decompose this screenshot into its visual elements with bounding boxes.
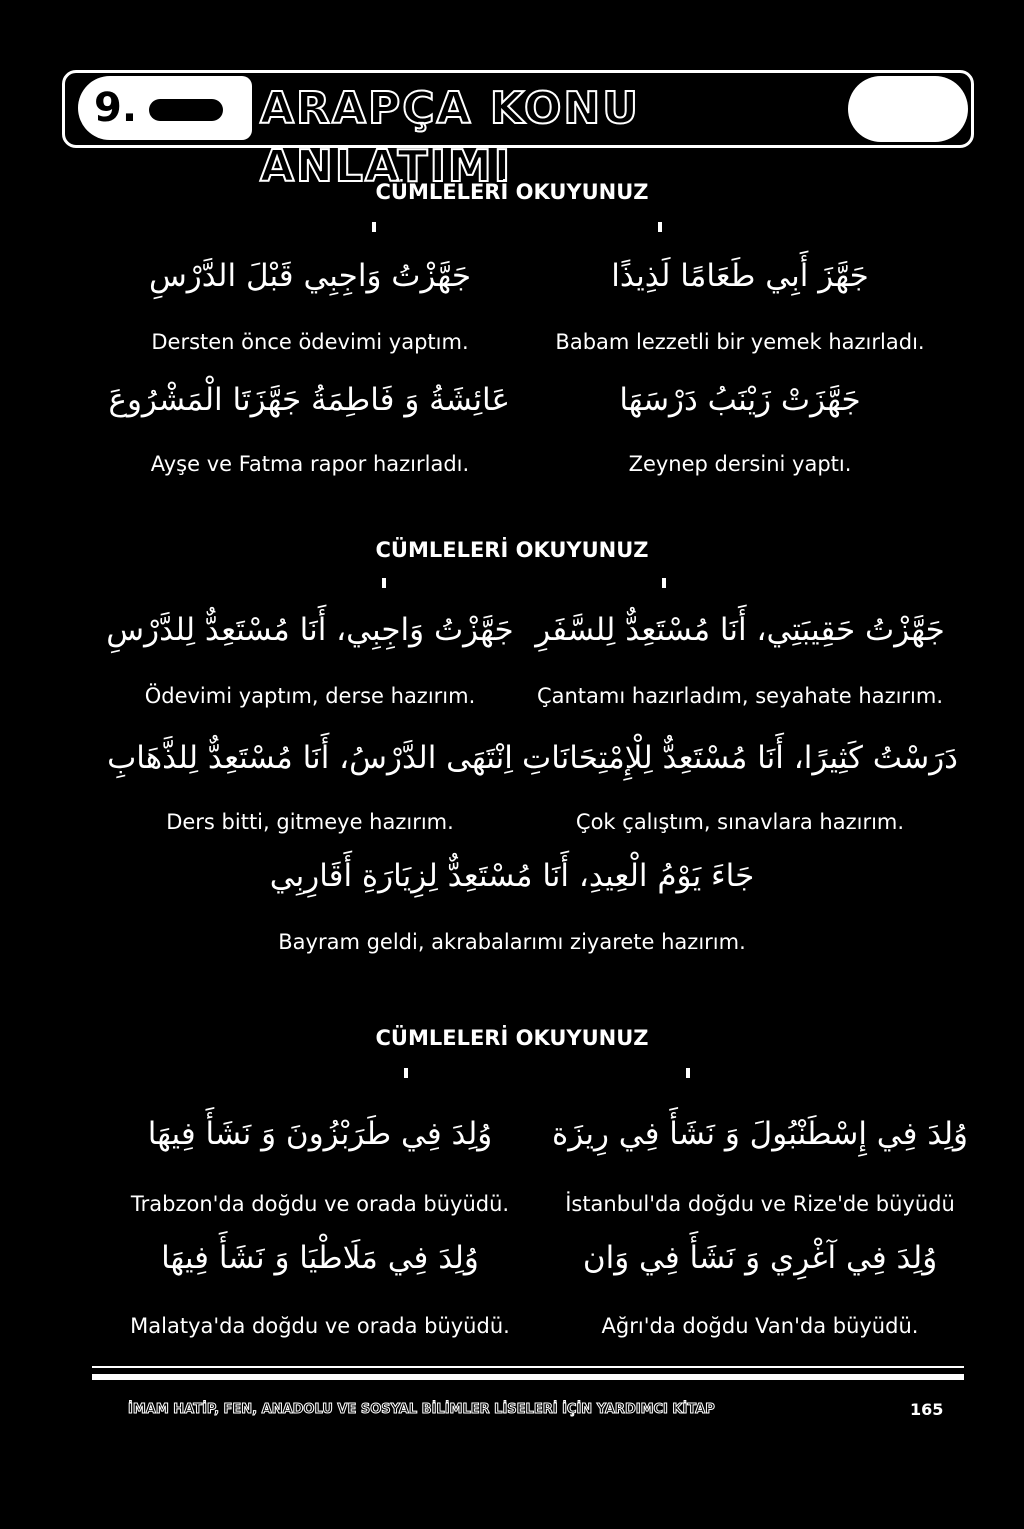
page-title: ARAPÇA KONU ANLATIMI bbox=[260, 83, 640, 192]
unit-badge bbox=[78, 76, 252, 140]
arabic-sentence: دَرَسْتُ كَثِيرًا، أَنَا مُسْتَعِدٌّ لِلْإِمْتِحَانَاتِ bbox=[522, 740, 958, 776]
footer-divider-thick bbox=[92, 1374, 964, 1380]
arabic-sentence: عَائِشَةُ وَ فَاطِمَةُ جَهَّزَتَا الْمَشْرُوعَ bbox=[108, 382, 510, 418]
turkish-sentence: Bayram geldi, akrabalarımı ziyarete hazırım. bbox=[278, 930, 746, 954]
turkish-sentence: Malatya'da doğdu ve orada büyüdü. bbox=[130, 1314, 510, 1338]
arabic-sentence: وُلِدَ فِي طَرَبْزُونَ وَ نَشَأَ فِيهَا bbox=[147, 1116, 493, 1152]
turkish-sentence: Zeynep dersini yaptı. bbox=[628, 452, 852, 476]
arabic-sentence: اِنْتَهَى الدَّرْسُ، أَنَا مُسْتَعِدٌّ لِلذَّهَابِ bbox=[107, 740, 513, 776]
arabic-sentence: جَهَّزْتُ وَاجِبِي قَبْلَ الدَّرْسِ bbox=[148, 258, 472, 294]
turkish-sentence: Ders bitti, gitmeye hazırım. bbox=[166, 810, 454, 834]
turkish-sentence: Ayşe ve Fatma rapor hazırladı. bbox=[150, 452, 470, 476]
section-title: CÜMLELERİ OKUYUNUZ bbox=[375, 1026, 649, 1050]
banner-oval bbox=[848, 76, 968, 142]
turkish-sentence: Ağrı'da doğdu Van'da büyüdü. bbox=[601, 1314, 919, 1338]
footer-text: İMAM HATİP, FEN, ANADOLU VE SOSYAL BİLİMLER LİSELERİ İÇİN YARDIMCI KİTAP bbox=[128, 1402, 715, 1417]
turkish-sentence: Ödevimi yaptım, derse hazırım. bbox=[144, 684, 476, 708]
turkish-sentence: Dersten önce ödevimi yaptım. bbox=[151, 330, 469, 354]
arabic-sentence: وُلِدَ فِي آغْرِي وَ نَشَأَ فِي وَان bbox=[582, 1240, 938, 1276]
arabic-sentence: وُلِدَ فِي إِسْطَنْبُولَ وَ نَشَأَ فِي رِيزَة bbox=[551, 1116, 969, 1152]
unit-logo-icon bbox=[149, 99, 223, 121]
arabic-sentence: جَهَّزَتْ زَيْنَبُ دَرْسَهَا bbox=[619, 382, 861, 418]
section-title: CÜMLELERİ OKUYUNUZ bbox=[375, 180, 649, 204]
turkish-sentence: İstanbul'da doğdu ve Rize'de büyüdü bbox=[565, 1192, 955, 1216]
section-title: CÜMLELERİ OKUYUNUZ bbox=[375, 538, 649, 562]
marker-icon bbox=[686, 1068, 690, 1078]
arabic-sentence: جَهَّزْتُ وَاجِبِي، أَنَا مُسْتَعِدٌّ لِلدَّرْسِ bbox=[106, 612, 514, 648]
turkish-sentence: Çantamı hazırladım, seyahate hazırım. bbox=[536, 684, 944, 708]
arabic-sentence: وُلِدَ فِي مَلَاطْيَا وَ نَشَأَ فِيهَا bbox=[161, 1240, 479, 1276]
marker-icon bbox=[382, 578, 386, 588]
marker-icon bbox=[658, 222, 662, 232]
arabic-sentence: جَهَّزَ أَبِي طَعَامًا لَذِيذًا bbox=[611, 258, 869, 294]
unit-number: 9. bbox=[94, 85, 138, 131]
page-number: 165 bbox=[910, 1400, 944, 1419]
arabic-sentence: جَاءَ يَوْمُ الْعِيدِ، أَنَا مُسْتَعِدٌّ لِزِيَارَةِ أَقَارِبِي bbox=[269, 858, 755, 894]
marker-icon bbox=[404, 1068, 408, 1078]
turkish-sentence: Babam lezzetli bir yemek hazırladı. bbox=[555, 330, 925, 354]
footer-divider bbox=[92, 1366, 964, 1368]
marker-icon bbox=[662, 578, 666, 588]
turkish-sentence: Çok çalıştım, sınavlara hazırım. bbox=[575, 810, 905, 834]
arabic-sentence: جَهَّزْتُ حَقِيبَتِي، أَنَا مُسْتَعِدٌّ لِلسَّفَرِ bbox=[535, 612, 945, 648]
marker-icon bbox=[372, 222, 376, 232]
turkish-sentence: Trabzon'da doğdu ve orada büyüdü. bbox=[130, 1192, 510, 1216]
